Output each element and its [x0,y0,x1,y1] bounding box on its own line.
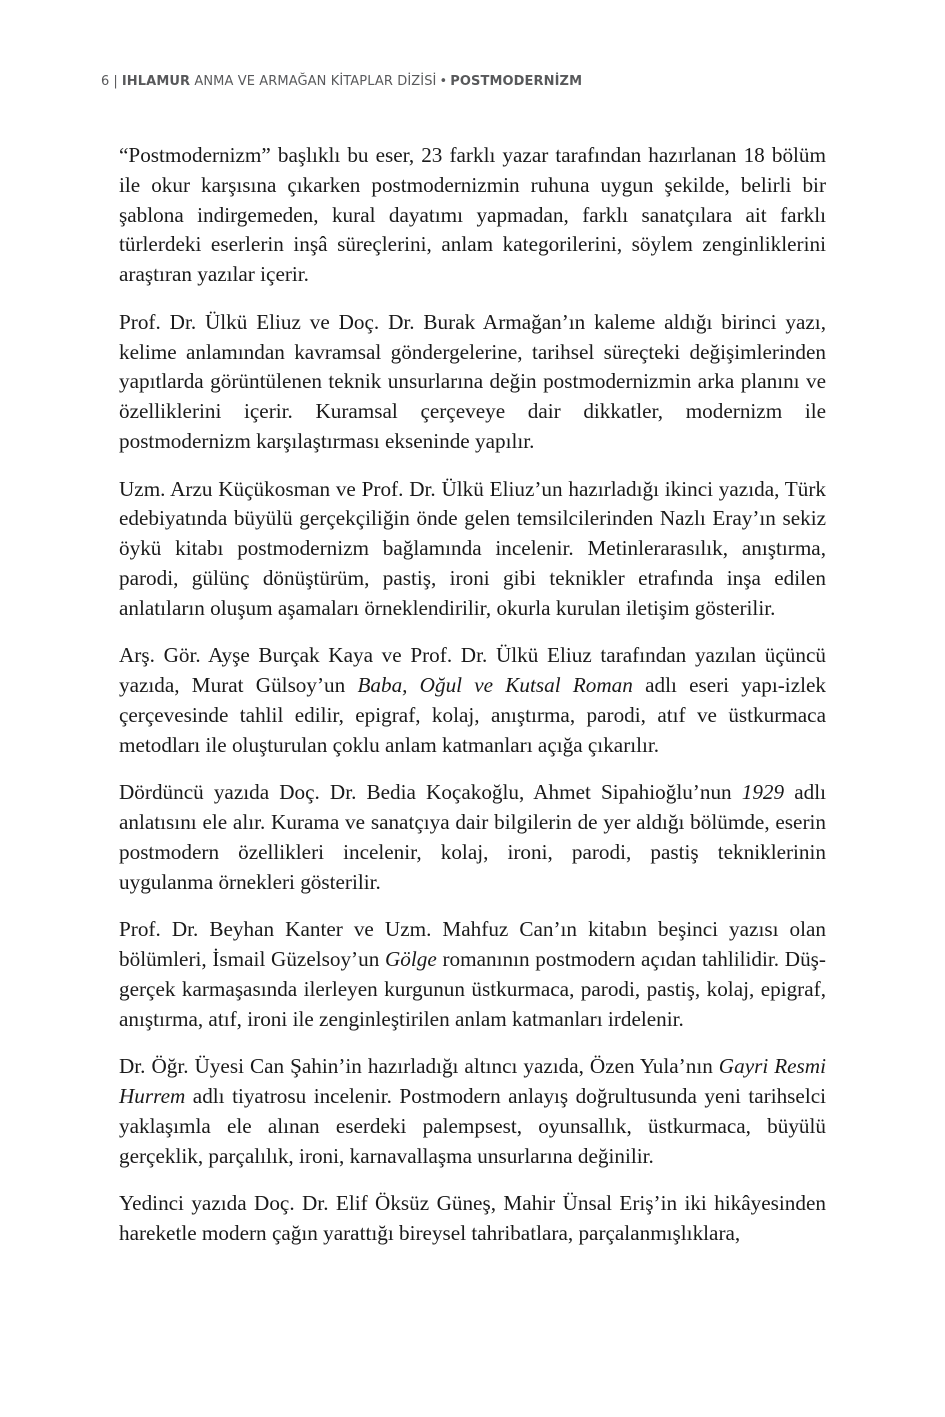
paragraph-text: Prof. Dr. Ülkü Eliuz ve Doç. Dr. Burak Armağan’ın kaleme aldığı birinci yazı, kelime anlamından kavramsal göndergelerine, tarihsel süreçteki değişimlerinden yapıtlarda görüntülenen teknik unsurlarına değin postmodernizmin arka planını ve özelliklerini içerir. Kuramsal çerçeveye dair dikkatler, modernizm ile postmodernizm karşılaştırması ekseninde yapılır. [119,309,826,453]
paragraph-text: Dr. Öğr. Üyesi Can Şahin’in hazırladığı altıncı yazıda, Özen Yula’nın [119,1054,719,1079]
paragraph-text: romanının postmodern açıdan tahlilidir. Düş-gerçek karmaşasında ilerleyen kurgunun üstkurmaca, parodi, pastiş, kolaj, epigraf, anıştırma, atıf, ironi ile zenginleştirilen anlam katmanları irdelenir. [119,947,826,1031]
paragraph-text: adlı anlatısını ele alır. Kurama ve sanatçıya dair bilgilerin de yer aldığı bölümde, eserin postmodern özellikleri incelenir, kolaj, ironi, parodi, pastiş tekniklerinin uygulanma örnekleri gösterilir. [119,780,826,894]
paragraph-5 [119,778,826,897]
paragraph-6 [119,915,826,1034]
paragraph-text: Uzm. Arzu Küçükosman ve Prof. Dr. Ülkü Eliuz’un hazırladığı ikinci yazıda, Türk edebiyatında büyülü gerçekçiliğin önde gelen temsilcilerinden Nazlı Eray’ın sekiz öykü kitabı postmodernizm bağlamında incelenir. Metinlerarasılık, anıştırma, parodi, gülünç dönüştürüm, pastiş, ironi gibi teknikler etrafında inşa edilen anlatıların oluşum aşamaları örneklendirilir, okurla kurulan iletişim gösterilir. [119,476,826,620]
paragraph-text: Prof. Dr. Beyhan Kanter ve Uzm. Mahfuz Can’ın kitabın beşinci yazısı olan bölümleri, İsmail Güzelsoy’un [119,917,826,972]
series-name-bold: IHLAMUR [121,74,191,89]
body-text [119,141,826,1249]
paragraph-1 [119,141,826,290]
book-title: POSTMODERNİZM [450,74,583,89]
paragraph-text: Yedinci yazıda Doç. Dr. Elif Öksüz Güneş, Mahir Ünsal Eriş’in iki hikâyesinden hareketle modern çağın yarattığı bireysel tahribatlara, parçalanmışlıklara, [119,1191,826,1246]
series-name: ANMA VE ARMAĞAN KİTAPLAR DİZİSİ [194,74,437,89]
paragraph-text: “Postmodernizm” başlıklı bu eser, 23 farklı yazar tarafından hazırlanan 18 bölüm ile okur karşısına çıkarken postmodernizmin ruhuna uygun şekilde, belirli bir şablona indirgemeden, kural dayatımı yapmadan, farklı sanatçılara ait farklı türlerdeki eserlerin inşâ süreçlerini, anlam kategorilerini, söylem zenginliklerini araştıran yazılar içerir. [119,143,826,287]
paragraph-text: adlı tiyatrosu incelenir. Postmodern anlayış doğrultusunda yeni tarihselci yaklaşımla ele alınan eserdeki palempsest, oyunsallık, üstkurmaca, büyülü gerçeklik, parçalılık, ironi, karnavallaşma unsurlarına değinilir. [119,1084,826,1168]
header-bullet: • [439,74,448,89]
work-title-italic: Gölge [385,947,437,972]
work-title-italic: Baba, Oğul ve Kutsal Roman [357,673,633,698]
paragraph-2 [119,308,826,457]
paragraph-8 [119,1189,826,1249]
page-number: 6 [101,74,110,89]
paragraph-4 [119,641,826,760]
paragraph-text: adlı eseri yapı-izlek çerçevesinde tahlil edilir, epigraf, kolaj, anıştırma, parodi, atıf ve üstkurmaca metodları ile oluşturulan çoklu anlam katmanları açığa çıkarılır. [119,673,826,757]
paragraph-7 [119,1052,826,1171]
running-header [101,74,582,89]
work-title-italic: Gayri Resmi Hurrem [119,1054,826,1109]
header-separator: | [113,74,118,89]
paragraph-3 [119,475,826,624]
paragraph-text: Dördüncü yazıda Doç. Dr. Bedia Koçakoğlu, Ahmet Sipahioğlu’nun [119,780,742,805]
work-title-italic: 1929 [741,780,785,805]
paragraph-text: Arş. Gör. Ayşe Burçak Kaya ve Prof. Dr. Ülkü Eliuz tarafından yazılan üçüncü yazıda, Murat Gülsoy’un [119,643,826,698]
